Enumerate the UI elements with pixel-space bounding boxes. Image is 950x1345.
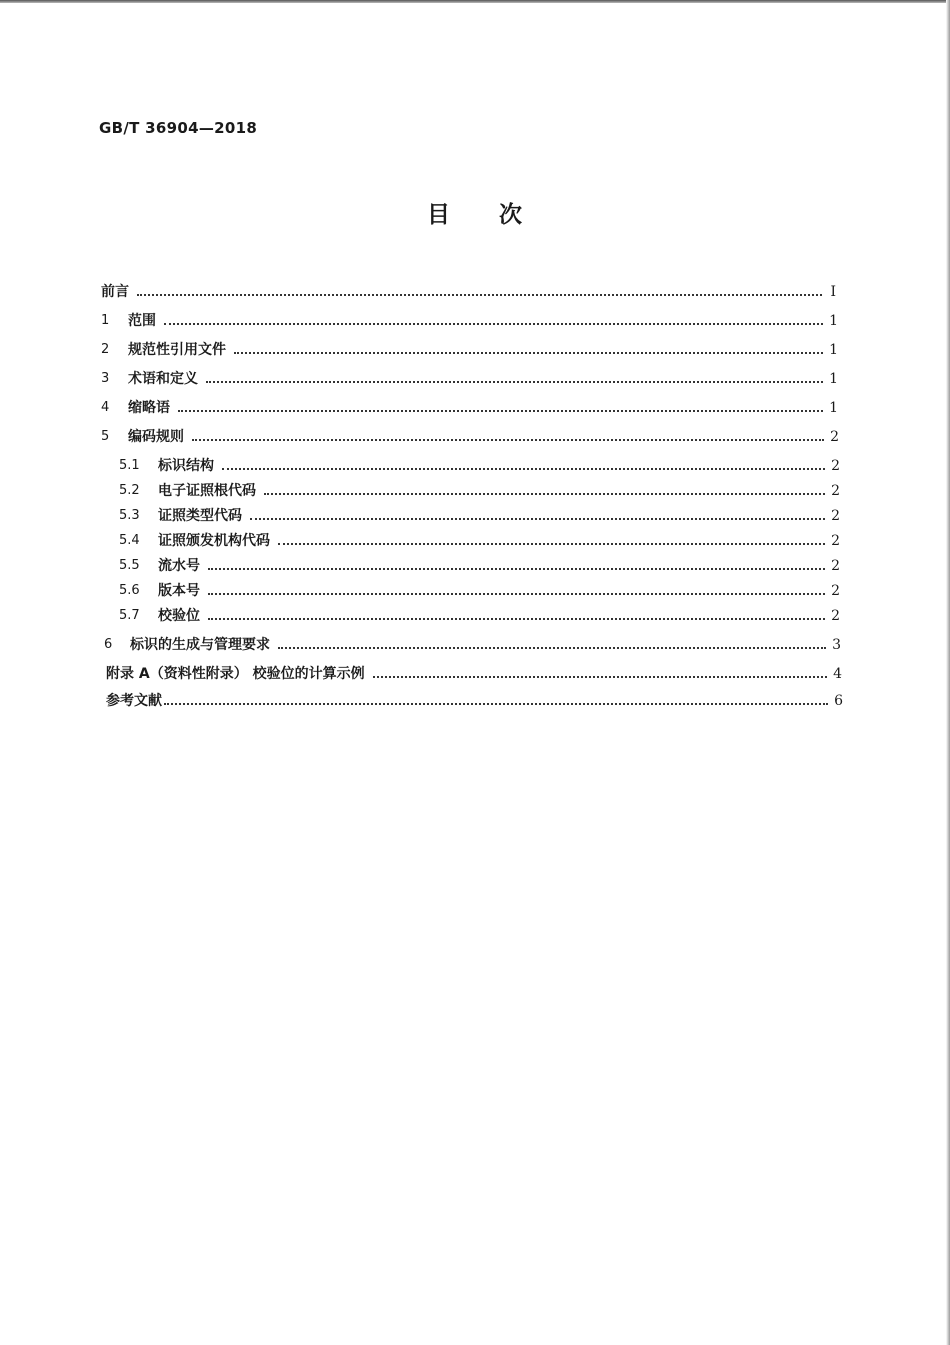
dot-leader [278, 543, 825, 545]
toc-label: 附录 A（资料性附录） 校验位的计算示例 [106, 666, 365, 682]
toc-page: 1 [829, 313, 838, 329]
toc-label: 缩略语 [128, 400, 170, 416]
toc-number: 1 [101, 313, 110, 328]
toc-number: 5.3 [119, 508, 140, 523]
toc-entry-foreword[interactable] [101, 279, 836, 301]
toc-page: 2 [831, 483, 840, 499]
toc-page: 2 [831, 558, 840, 574]
toc-entry-6[interactable] [104, 632, 841, 654]
toc-label: 参考文献 [106, 693, 162, 709]
toc-entry-5-4[interactable] [119, 528, 840, 550]
toc-number: 4 [101, 400, 110, 415]
toc-number: 5.5 [119, 558, 140, 573]
dot-leader [178, 410, 823, 412]
toc-page: 4 [833, 666, 842, 682]
toc-page: 1 [829, 342, 838, 358]
toc-entry-5-2[interactable] [119, 478, 840, 500]
standard-code: GB/T 36904—2018 [99, 119, 258, 137]
toc-number: 6 [104, 637, 113, 652]
dot-leader [278, 647, 826, 649]
toc-label: 标识的生成与管理要求 [130, 637, 270, 653]
toc-entry-annex-a[interactable] [106, 661, 842, 683]
toc-number: 5 [101, 429, 110, 444]
toc-page: 2 [830, 429, 839, 445]
toc-number: 5.2 [119, 483, 140, 498]
title-char-1: 目 [427, 202, 451, 228]
dot-leader [234, 352, 823, 354]
toc-entry-bibliography[interactable] [106, 688, 843, 710]
toc-page: 6 [834, 693, 843, 709]
toc-number: 2 [101, 342, 110, 357]
toc-number: 3 [101, 371, 110, 386]
toc-entry-5-5[interactable] [119, 553, 840, 575]
toc-label: 编码规则 [128, 429, 184, 445]
toc-number: 5.6 [119, 583, 140, 598]
toc-entry-5-6[interactable] [119, 578, 840, 600]
dot-leader [208, 593, 825, 595]
toc-page: 2 [831, 608, 840, 624]
dot-leader [164, 323, 823, 325]
toc-entry-1[interactable] [101, 308, 838, 330]
dot-leader [208, 618, 825, 620]
dot-leader [222, 468, 825, 470]
toc-entry-3[interactable] [101, 366, 838, 388]
toc-page: 2 [831, 508, 840, 524]
toc-label: 流水号 [158, 558, 200, 574]
toc-page: 2 [831, 533, 840, 549]
toc-entry-5-1[interactable] [119, 453, 840, 475]
toc-page: 3 [832, 637, 841, 653]
toc-label: 证照颁发机构代码 [158, 533, 270, 549]
dot-leader [192, 439, 824, 441]
toc-number: 5.1 [119, 458, 140, 473]
dot-leader [373, 676, 827, 678]
dot-leader [164, 703, 828, 705]
dot-leader [208, 568, 825, 570]
toc-label: 电子证照根代码 [158, 483, 256, 499]
toc-page: 2 [831, 458, 840, 474]
toc-label: 规范性引用文件 [128, 342, 226, 358]
toc-page: Ⅰ [830, 284, 836, 300]
scan-edge-top [0, 0, 950, 3]
toc-page: 1 [829, 371, 838, 387]
toc-page: 1 [829, 400, 838, 416]
toc-label: 校验位 [158, 608, 200, 624]
toc-label: 范围 [128, 313, 156, 329]
dot-leader [137, 294, 822, 296]
toc-label: 标识结构 [158, 458, 214, 474]
title-char-2: 次 [499, 202, 523, 228]
dot-leader [250, 518, 825, 520]
toc-label: 术语和定义 [128, 371, 198, 387]
toc-label: 版本号 [158, 583, 200, 599]
toc-entry-5-3[interactable] [119, 503, 840, 525]
toc-entry-5[interactable] [101, 424, 839, 446]
toc-entry-4[interactable] [101, 395, 838, 417]
page-title [0, 196, 950, 229]
toc-number: 5.4 [119, 533, 140, 548]
toc-number: 5.7 [119, 608, 140, 623]
toc-entry-5-7[interactable] [119, 603, 840, 625]
toc-page: 2 [831, 583, 840, 599]
dot-leader [206, 381, 823, 383]
toc-label: 证照类型代码 [158, 508, 242, 524]
toc-label: 前言 [101, 284, 129, 300]
dot-leader [264, 493, 825, 495]
toc-entry-2[interactable] [101, 337, 838, 359]
